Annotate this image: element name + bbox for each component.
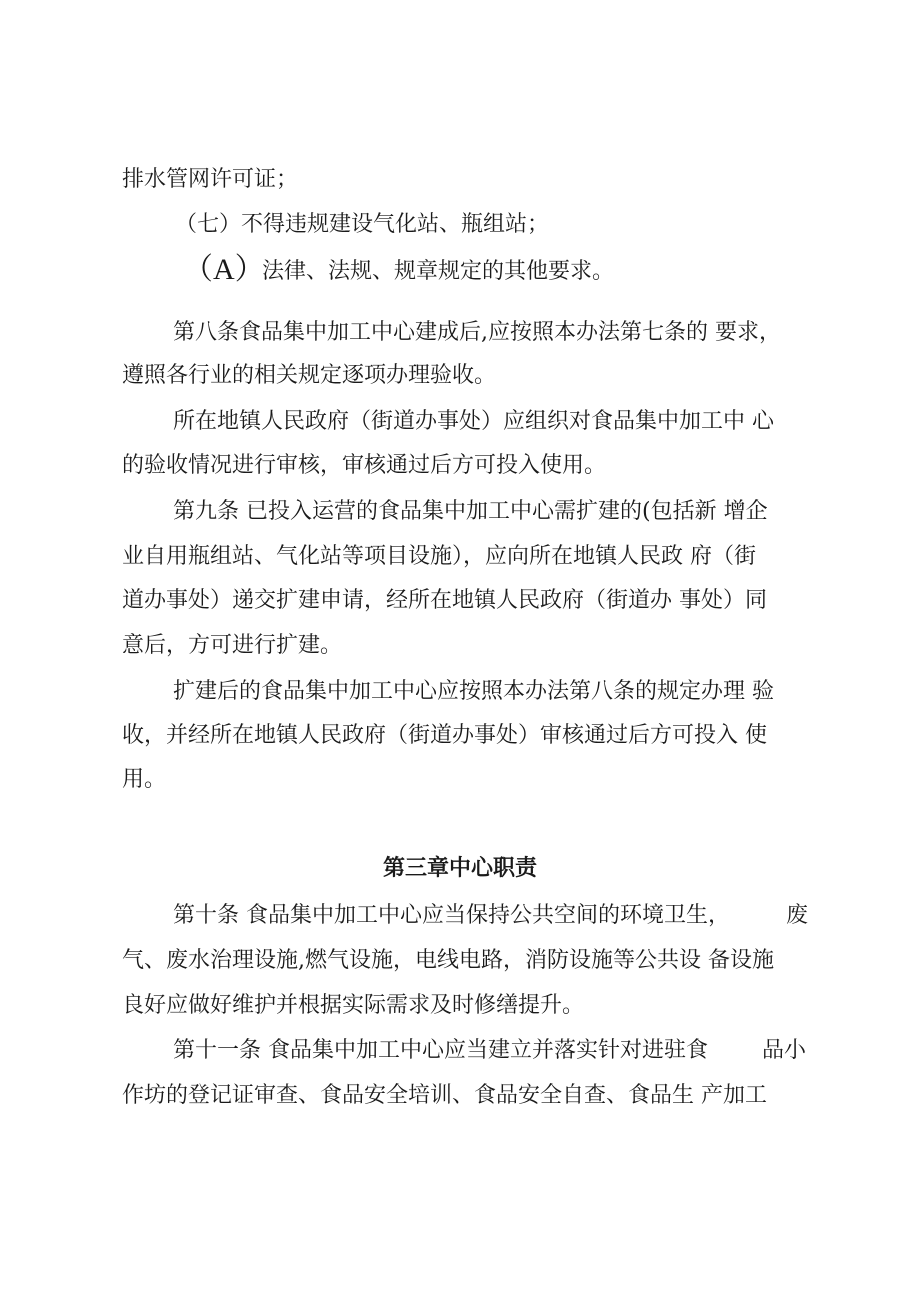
text-line (0, 716, 920, 756)
article-9-text: 第九条 已投入运营的食品集中加工中心需扩建的(包括新 增企 (173, 499, 768, 524)
list-item-8-text: 法律、法规、规章规定的其他要求。 (262, 259, 615, 284)
text-line (0, 941, 920, 981)
text-line (0, 205, 920, 245)
text-line (0, 313, 920, 353)
article-9-text: 业自用瓶组站、气化站等项目设施），应向所在地镇人民政 府（街 (122, 544, 756, 569)
text-line (0, 402, 920, 442)
text-line (0, 1031, 920, 1071)
article-10-text: 第十条 食品集中加工中心应当保持公共空间的环境卫生， (173, 903, 730, 928)
list-item-8-marker: （A） (183, 253, 265, 286)
text-line (0, 672, 920, 712)
chapter-title: 第三章中心职责 (382, 856, 537, 881)
article-11-text: 品小 (762, 1038, 807, 1063)
text-line (0, 581, 920, 621)
text-line (0, 986, 920, 1026)
text-line (0, 160, 920, 200)
text-line (0, 492, 920, 532)
text-line (0, 896, 920, 936)
article-8-text: 的验收情况进行审核，审核通过后方可投入使用。 (122, 453, 607, 478)
article-10-text: 气、废水治理设施,燃气设施，电线电路，消防设施等公共设 备设施 (122, 948, 774, 973)
text-line (0, 760, 920, 800)
text-line (0, 537, 920, 577)
text-line (0, 446, 920, 486)
article-9-text: 扩建后的食品集中加工中心应按照本办法第八条的规定办理 验 (173, 679, 774, 704)
text-line (0, 1076, 920, 1116)
text-line (0, 626, 920, 666)
text-line (0, 356, 920, 396)
article-8-text: 遵照各行业的相关规定逐项办理验收。 (122, 363, 497, 388)
text-line (0, 252, 920, 292)
article-10-text: 良好应做好维护并根据实际需求及时修缮提升。 (122, 993, 585, 1018)
list-item-7: （七）不得违规建设气化站、瓶组站； (175, 212, 550, 237)
article-9-text: 用。 (122, 767, 167, 792)
article-9-text: 意后，方可进行扩建。 (122, 633, 343, 658)
article-11-text: 作坊的登记证审查、食品安全培训、食品安全自查、食品生 产加工 (122, 1083, 767, 1108)
paragraph-text: 排水管网许可证； (122, 167, 299, 192)
article-9-text: 收，并经所在地镇人民政府（街道办事处）审核通过后方可投入 使 (122, 723, 767, 748)
article-8-text: 所在地镇人民政府（街道办事处）应组织对食品集中加工中 心 (173, 409, 774, 434)
article-9-text: 道办事处）递交扩建申请，经所在地镇人民政府（街道办 事处）同 (122, 588, 767, 613)
article-8-text: 第八条食品集中加工中心建成后,应按照本办法第七条的 要求， (173, 320, 781, 345)
article-11-text: 第十一条 食品集中加工中心应当建立并落实针对进驻食 (173, 1038, 708, 1063)
article-10-text: 废 (786, 903, 809, 928)
